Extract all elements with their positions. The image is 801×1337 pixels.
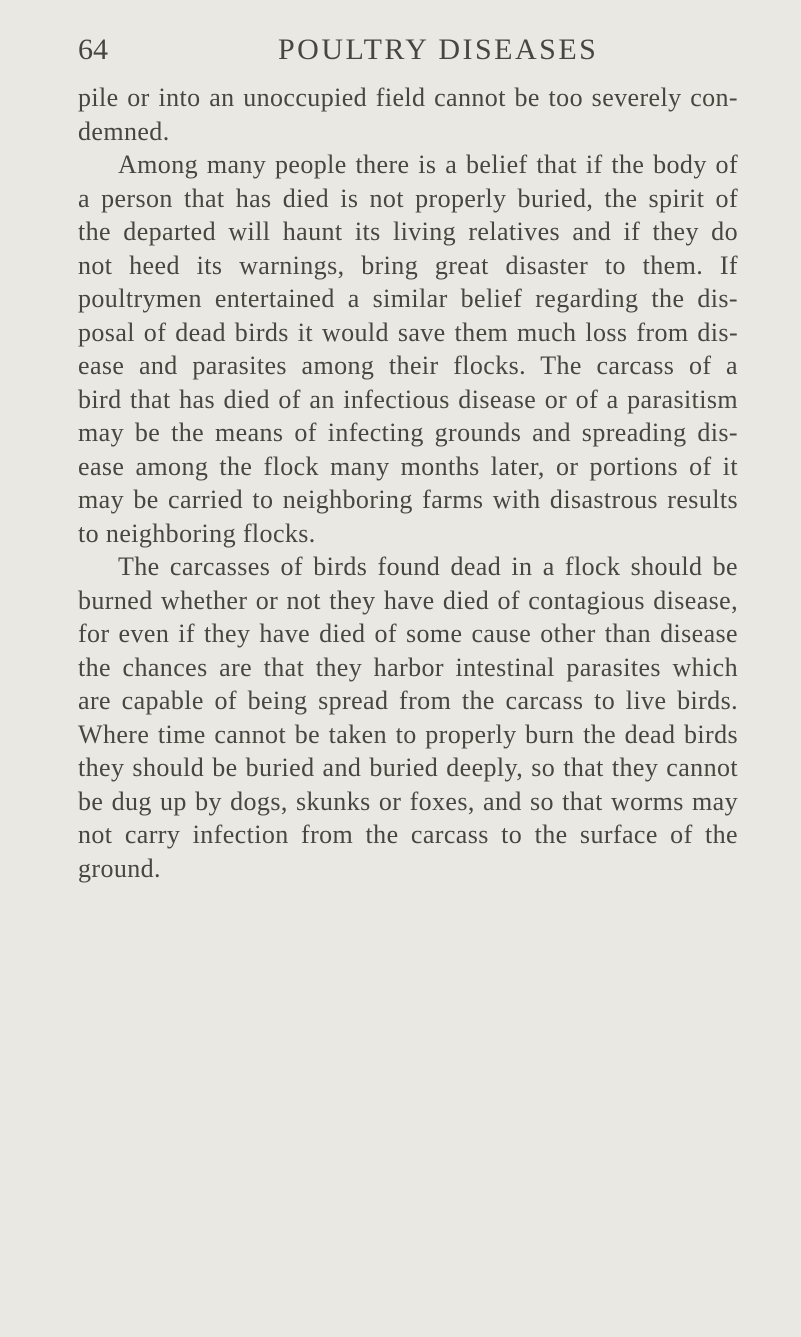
- text-line: may be the means of infecting grounds and spreading dis-: [78, 418, 738, 447]
- running-title: POULTRY DISEASES: [278, 33, 599, 66]
- running-head: [78, 30, 738, 70]
- text-line: burned whether or not they have died of contagious disease,: [78, 585, 738, 615]
- text-line: be dug up by dogs, skunks or foxes, and so that worms may: [78, 786, 738, 816]
- text-line: ease and parasites among their flocks. The carcass of a: [78, 351, 738, 380]
- text-line: are capable of being spread from the carcass to live birds.: [78, 686, 738, 715]
- page-number: 64: [78, 33, 108, 66]
- text-line: ground.: [78, 853, 161, 883]
- text-line: for even if they have died of some cause other than disease: [78, 619, 738, 648]
- text-line: a person that has died is not properly buried, the spirit of: [78, 183, 738, 213]
- text-line: poultrymen entertained a similar belief regarding the dis-: [78, 284, 738, 313]
- text-line: posal of dead birds it would save them much loss from dis-: [78, 317, 738, 347]
- text-line: to neighboring flocks.: [78, 518, 316, 548]
- text-line: Where time cannot be taken to properly burn the dead birds: [78, 719, 738, 749]
- text-line: not carry infection from the carcass to the surface of the: [78, 820, 738, 849]
- text-line: the chances are that they harbor intestinal parasites which: [78, 652, 738, 682]
- text-line: pile or into an unoccupied field cannot be too severely con-: [78, 83, 738, 112]
- body-text: [78, 81, 738, 885]
- text-line: ease among the flock many months later, or portions of it: [78, 451, 738, 481]
- text-line: Among many people there is a belief that if the body of: [118, 150, 738, 179]
- text-line: not heed its warnings, bring great disaster to them. If: [78, 250, 738, 280]
- text-line: may be carried to neighboring farms with disastrous results: [78, 485, 738, 514]
- text-line: the departed will haunt its living relatives and if they do: [78, 217, 738, 246]
- text-line: The carcasses of birds found dead in a flock should be: [118, 552, 738, 581]
- text-line: bird that has died of an infectious disease or of a parasitism: [78, 384, 738, 414]
- text-line: they should be buried and buried deeply, so that they cannot: [78, 753, 738, 782]
- text-line: demned.: [78, 116, 170, 146]
